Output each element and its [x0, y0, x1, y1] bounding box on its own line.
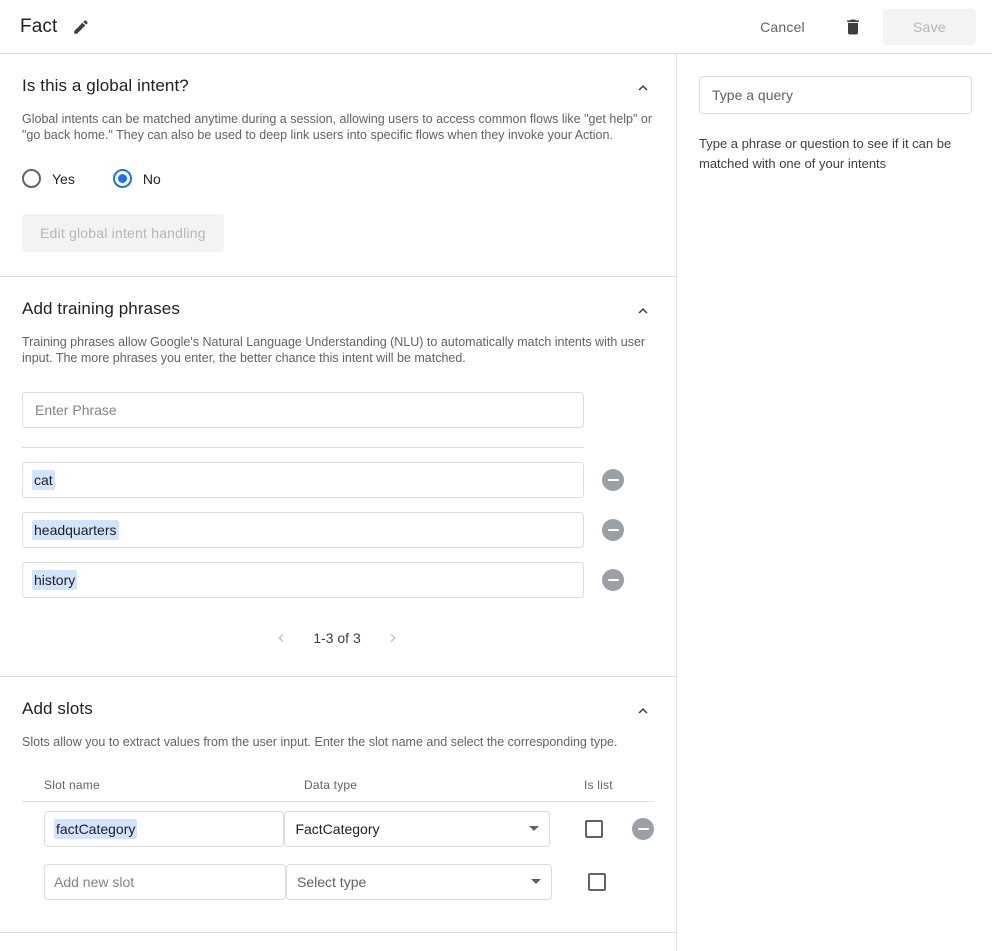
section-header-slots — [22, 699, 654, 722]
radio-option-no[interactable] — [113, 169, 161, 188]
phrase-field[interactable] — [22, 512, 584, 548]
table-row — [22, 855, 654, 908]
radio-circle-no — [113, 169, 132, 188]
slot-name-input[interactable] — [44, 811, 284, 847]
chevron-up-icon[interactable] — [632, 300, 654, 322]
slot-is-list-cell — [566, 873, 636, 891]
radio-option-yes[interactable] — [22, 169, 75, 188]
phrase-pagination — [22, 624, 652, 652]
new-slot-type-select[interactable] — [286, 864, 552, 900]
section-global-intent — [0, 54, 676, 277]
trash-icon[interactable] — [833, 7, 873, 47]
column-header-data-type: Data type — [304, 778, 358, 792]
page-title: Fact — [20, 15, 58, 37]
radio-circle-yes — [22, 169, 41, 188]
phrase-row — [22, 562, 654, 598]
column-header-slot-name: Slot name — [44, 778, 100, 792]
slot-type-cell — [286, 864, 566, 900]
remove-circle-icon[interactable] — [602, 519, 624, 541]
remove-circle-icon[interactable] — [632, 818, 654, 840]
slot-is-list-cell — [563, 820, 633, 838]
table-row — [22, 802, 654, 855]
column-header-is-list: Is list — [584, 778, 613, 792]
is-list-checkbox[interactable] — [585, 820, 603, 838]
phrase-chip: headquarters — [34, 522, 117, 538]
test-panel — [677, 54, 992, 951]
section-description-global-intent: Global intents can be matched anytime during a session, allowing users to access common flows like "get help" or "go back home." They can also be used to deep link users into specific flows when they invoke your Action. — [22, 112, 653, 142]
chevron-up-icon[interactable] — [632, 77, 654, 99]
chevron-down-icon — [529, 826, 539, 831]
phrase-row — [22, 512, 654, 548]
radio-label-no: No — [142, 170, 161, 187]
slots-table-header — [22, 778, 654, 802]
section-title-global-intent: Is this a global intent? — [22, 76, 189, 95]
phrase-chip: history — [34, 572, 76, 588]
section-header-training-phrases — [22, 299, 654, 322]
editor-body — [0, 54, 992, 951]
section-description-slots: Slots allow you to extract values from the user input. Enter the slot name and select the corresponding type. — [22, 735, 618, 749]
chevron-right-icon[interactable] — [379, 624, 407, 652]
chevron-down-icon — [531, 879, 541, 884]
section-training-phrases — [0, 277, 676, 677]
chevron-left-icon[interactable] — [267, 624, 295, 652]
slot-name-chip: factCategory — [56, 820, 136, 837]
slot-action-cell — [632, 818, 654, 840]
section-title-slots: Add slots — [22, 699, 93, 718]
data-type-value: FactCategory — [295, 820, 380, 837]
remove-circle-icon[interactable] — [602, 469, 624, 491]
phrase-field[interactable] — [22, 462, 584, 498]
query-hint-text: Type a phrase or question to see if it can be matched with one of your intents — [699, 136, 952, 171]
section-title-training-phrases: Add training phrases — [22, 299, 180, 318]
pencil-icon[interactable] — [71, 17, 91, 37]
section-header-global-intent — [22, 76, 654, 99]
chevron-up-icon[interactable] — [632, 700, 654, 722]
cancel-button[interactable]: Cancel — [760, 18, 805, 35]
data-type-select[interactable] — [284, 811, 550, 847]
slot-type-cell — [284, 811, 562, 847]
left-panel — [0, 54, 677, 951]
edit-global-intent-handling-button[interactable]: Edit global intent handling — [22, 214, 224, 252]
data-type-value: Select type — [297, 873, 367, 890]
new-slot-name-input[interactable]: Add new slot — [44, 864, 286, 900]
phrase-divider — [22, 447, 584, 448]
global-intent-radio-group — [22, 169, 654, 188]
query-input[interactable] — [699, 76, 972, 114]
phrase-row — [22, 462, 654, 498]
remove-circle-icon[interactable] — [602, 569, 624, 591]
radio-label-yes: Yes — [52, 170, 75, 187]
section-description-training-phrases: Training phrases allow Google's Natural Language Understanding (NLU) to automatically match intents with user input. The more phrases you enter, the better chance this intent will be matched. — [22, 335, 646, 365]
slots-table — [22, 778, 654, 908]
top-app-bar — [0, 0, 992, 54]
section-slots — [0, 677, 676, 933]
pagination-label: 1-3 of 3 — [313, 630, 361, 646]
phrase-field[interactable] — [22, 562, 584, 598]
save-button[interactable]: Save — [883, 9, 976, 45]
phrase-chip: cat — [34, 472, 53, 488]
is-list-checkbox[interactable] — [588, 873, 606, 891]
new-phrase-input[interactable] — [22, 392, 584, 428]
